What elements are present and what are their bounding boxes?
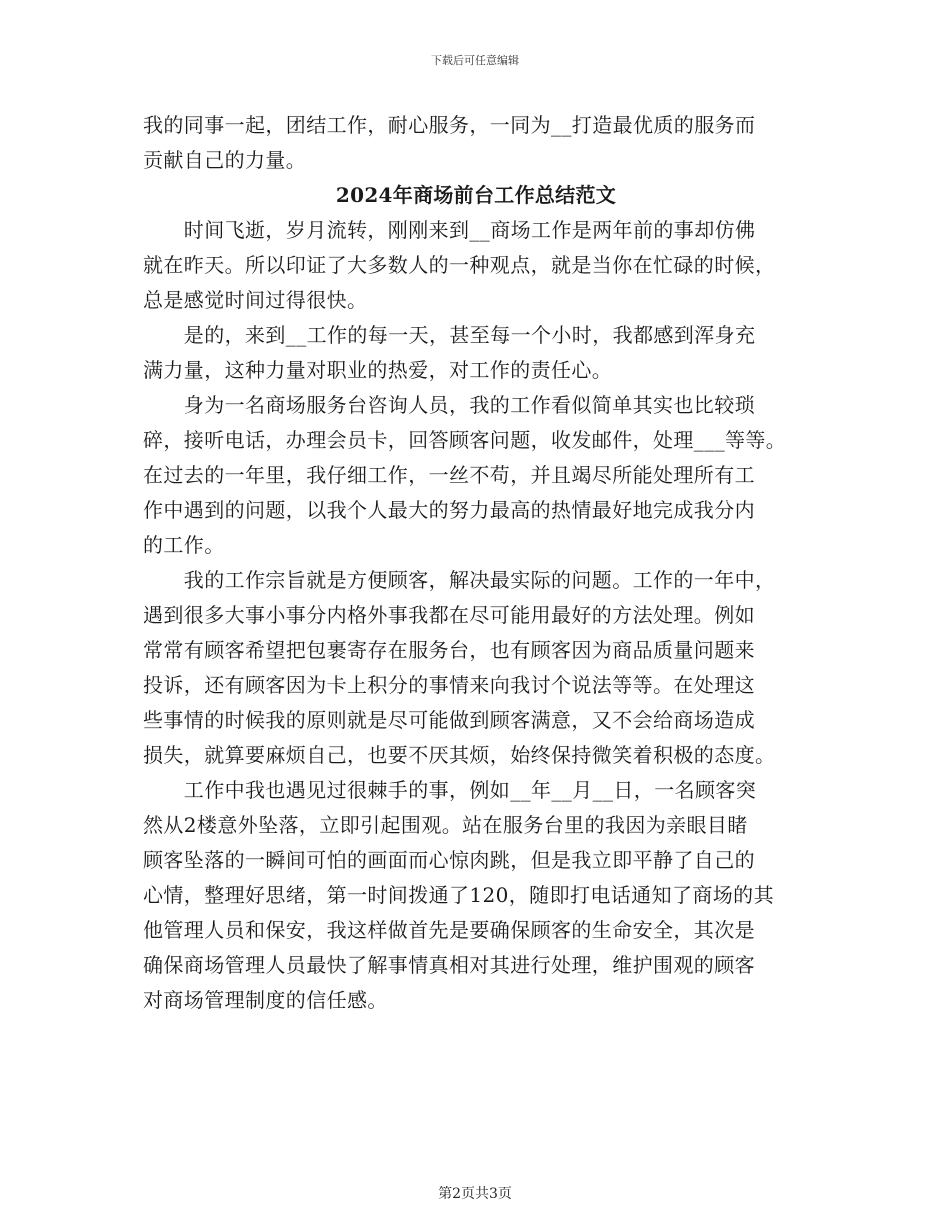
paragraph-line: 对商场管理制度的信任感。	[143, 988, 388, 1012]
document-body	[143, 108, 809, 1018]
paragraph-line: 是的，来到__工作的每一天，甚至每一个小时，我都感到浑身充	[143, 323, 756, 347]
paragraph-line: 心情，整理好思绪，第一时间拨通了120，随即打电话通知了商场的其	[143, 883, 774, 907]
paragraph-line: 时间飞逝，岁月流转，刚刚来到__商场工作是两年前的事却仿佛	[143, 218, 756, 242]
paragraph-line: 些事情的时候我的原则就是尽可能做到顾客满意，又不会给商场造成	[143, 708, 755, 732]
paragraph-line: 投诉，还有顾客因为卡上积分的事情来向我讨个说法等等。在处理这	[143, 673, 755, 697]
paragraph-3	[143, 388, 809, 563]
paragraph-line: 满力量，这种力量对职业的热爱，对工作的责任心。	[143, 358, 613, 382]
paragraph-2	[143, 318, 809, 388]
paragraph-line: 的工作。	[143, 533, 225, 557]
paragraph-line: 他管理人员和保安，我这样做首先是要确保顾客的生命安全，其次是	[143, 918, 755, 942]
paragraph-line: 然从2楼意外坠落，立即引起围观。站在服务台里的我因为亲眼目睹	[143, 813, 748, 837]
paragraph-line: 就在昨天。所以印证了大多数人的一种观点，就是当你在忙碌的时候，	[143, 253, 776, 277]
intro-line: 贡献自己的力量。	[143, 148, 307, 172]
paragraph-line: 身为一名商场服务台咨询人员，我的工作看似简单其实也比较琐	[143, 393, 755, 417]
paragraph-line: 遇到很多大事小事分内格外事我都在尽可能用最好的方法处理。例如	[143, 603, 755, 627]
paragraph-line: 我的工作宗旨就是方便顾客，解决最实际的问题。工作的一年中，	[143, 568, 776, 592]
paragraph-5	[143, 773, 809, 1018]
document-title: 2024年商场前台工作总结范文	[335, 183, 617, 207]
paragraph-1	[143, 213, 809, 318]
page-header: 下载后可任意编辑	[431, 54, 519, 67]
page-number-footer: 第2页共3页	[438, 1186, 512, 1202]
intro-line: 我的同事一起，团结工作，耐心服务，一同为__打造最优质的服务而	[143, 113, 756, 137]
paragraph-line: 常常有顾客希望把包裹寄存在服务台，也有顾客因为商品质量问题来	[143, 638, 755, 662]
paragraph-line: 总是感觉时间过得很快。	[143, 288, 368, 312]
paragraph-line: 碎，接听电话，办理会员卡，回答顾客问题，收发邮件，处理___等等。	[143, 428, 787, 452]
paragraph-line: 在过去的一年里，我仔细工作，一丝不苟，并且竭尽所能处理所有工	[143, 463, 755, 487]
paragraph-4	[143, 563, 809, 773]
paragraph-line: 确保商场管理人员最快了解事情真相对其进行处理，维护围观的顾客	[143, 953, 755, 977]
paragraph-line: 顾客坠落的一瞬间可怕的画面而心惊肉跳，但是我立即平静了自己的	[143, 848, 755, 872]
paragraph-line: 作中遇到的问题，以我个人最大的努力最高的热情最好地完成我分内	[143, 498, 755, 522]
paragraph-line: 损失，就算要麻烦自己，也要不厌其烦，始终保持微笑着积极的态度。	[143, 743, 776, 767]
paragraph-line: 工作中我也遇见过很棘手的事，例如__年__月__日，一名顾客突	[143, 778, 757, 802]
